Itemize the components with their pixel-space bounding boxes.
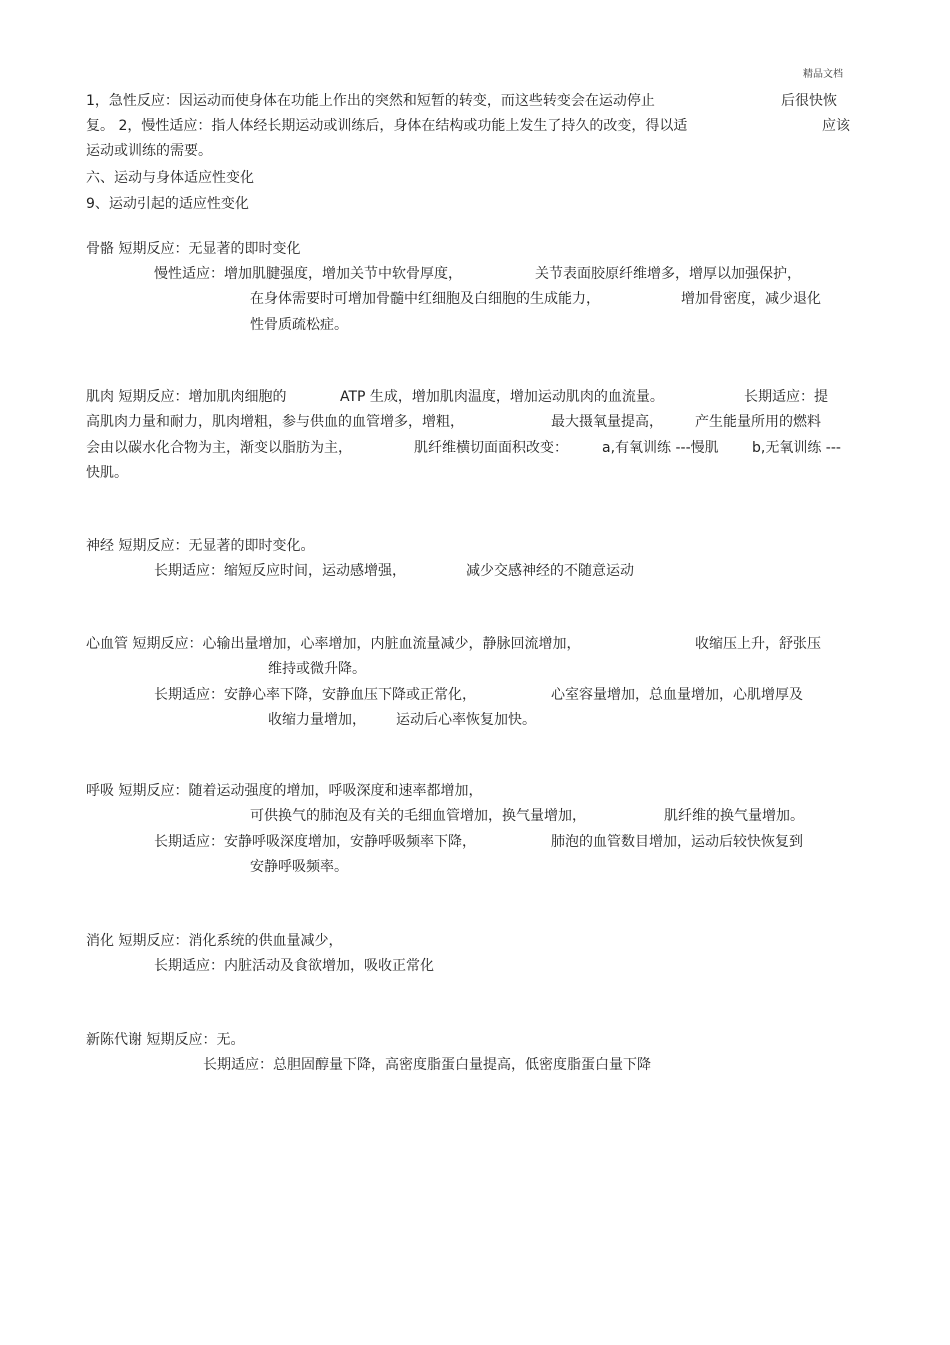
muscle-line-2-tail: 产生能量所用的燃料 [695, 414, 821, 430]
muscle-line-3-anaerobic: b,无氧训练 --- [752, 440, 841, 456]
bone-line-3: 在身体需要时可增加骨髓中红细胞及白细胞的生成能力， [250, 291, 600, 307]
cardio-line-4: 收缩力量增加， [268, 712, 366, 728]
intro-line-1-tail: 后很快恢 [781, 93, 837, 109]
muscle-line-2: 高肌肉力量和耐力，肌肉增粗，参与供血的血管增多，增粗， [86, 414, 464, 430]
nerve-line-2: 长期适应：缩短反应时间，运动感增强， [154, 563, 406, 579]
cardio-line-4-tail: 运动后心率恢复加快。 [396, 712, 536, 728]
bone-line-4: 性骨质疏松症。 [250, 317, 348, 333]
nerve-line-1: 神经 短期反应：无显著的即时变化。 [86, 538, 315, 554]
resp-line-2: 可供换气的肺泡及有关的毛细血管增加，换气量增加， [250, 808, 586, 824]
muscle-line-1-mid: ATP 生成，增加肌肉温度，增加运动肌肉的血流量。 [340, 389, 664, 405]
resp-line-4: 安静呼吸频率。 [250, 859, 348, 875]
cardio-line-2: 维持或微升降。 [268, 661, 366, 677]
muscle-line-4: 快肌。 [86, 465, 128, 481]
metab-line-2: 长期适应：总胆固醇量下降，高密度脂蛋白量提高，低密度脂蛋白量下降 [203, 1057, 651, 1073]
muscle-line-1-tail: 长期适应：提 [744, 389, 828, 405]
digest-line-2: 长期适应：内脏活动及食欲增加，吸收正常化 [154, 958, 434, 974]
muscle-line-1: 肌肉 短期反应：增加肌肉细胞的 [86, 389, 287, 405]
section-heading-9: 9、运动引起的适应性变化 [86, 196, 249, 212]
resp-line-3: 长期适应：安静呼吸深度增加，安静呼吸频率下降， [154, 834, 476, 850]
muscle-line-3-aerobic: a,有氧训练 ---慢肌 [602, 440, 719, 456]
muscle-line-3: 会由以碳水化合物为主，渐变以脂肪为主， [86, 440, 352, 456]
digest-line-1: 消化 短期反应：消化系统的供血量减少， [86, 933, 343, 949]
bone-line-2-tail: 关节表面胶原纤维增多，增厚以加强保护， [535, 266, 801, 282]
cardio-line-3: 长期适应：安静心率下降，安静血压下降或正常化， [154, 687, 476, 703]
muscle-line-3-mid: 肌纤维横切面面积改变： [414, 440, 568, 456]
nerve-line-2-tail: 减少交感神经的不随意运动 [466, 563, 634, 579]
intro-line-2: 复。 2，慢性适应：指人体经长期运动或训练后，身体在结构或功能上发生了持久的改变，得以适 [86, 118, 688, 134]
cardio-line-3-tail: 心室容量增加，总血量增加，心肌增厚及 [551, 687, 803, 703]
bone-line-3-tail: 增加骨密度，减少退化 [681, 291, 821, 307]
cardio-line-1-tail: 收缩压上升，舒张压 [695, 636, 821, 652]
intro-line-3: 运动或训练的需要。 [86, 143, 212, 159]
resp-line-2-tail: 肌纤维的换气量增加。 [664, 808, 804, 824]
intro-line-1: 1，急性反应：因运动而使身体在功能上作出的突然和短暂的转变，而这些转变会在运动停止 [86, 93, 655, 109]
intro-line-2-tail: 应该 [822, 118, 850, 134]
muscle-line-2-mid: 最大摄氧量提高， [551, 414, 663, 430]
bone-line-1: 骨骼 短期反应：无显著的即时变化 [86, 241, 301, 257]
section-heading-6: 六、运动与身体适应性变化 [86, 170, 254, 186]
page-header-watermark: 精品文档 [803, 69, 843, 80]
cardio-line-1: 心血管 短期反应：心输出量增加，心率增加，内脏血流量减少，静脉回流增加， [86, 636, 581, 652]
resp-line-1: 呼吸 短期反应：随着运动强度的增加，呼吸深度和速率都增加， [86, 783, 483, 799]
bone-line-2: 慢性适应：增加肌腱强度，增加关节中软骨厚度， [154, 266, 462, 282]
metab-line-1: 新陈代谢 短期反应：无。 [86, 1032, 245, 1048]
resp-line-3-tail: 肺泡的血管数目增加，运动后较快恢复到 [551, 834, 803, 850]
